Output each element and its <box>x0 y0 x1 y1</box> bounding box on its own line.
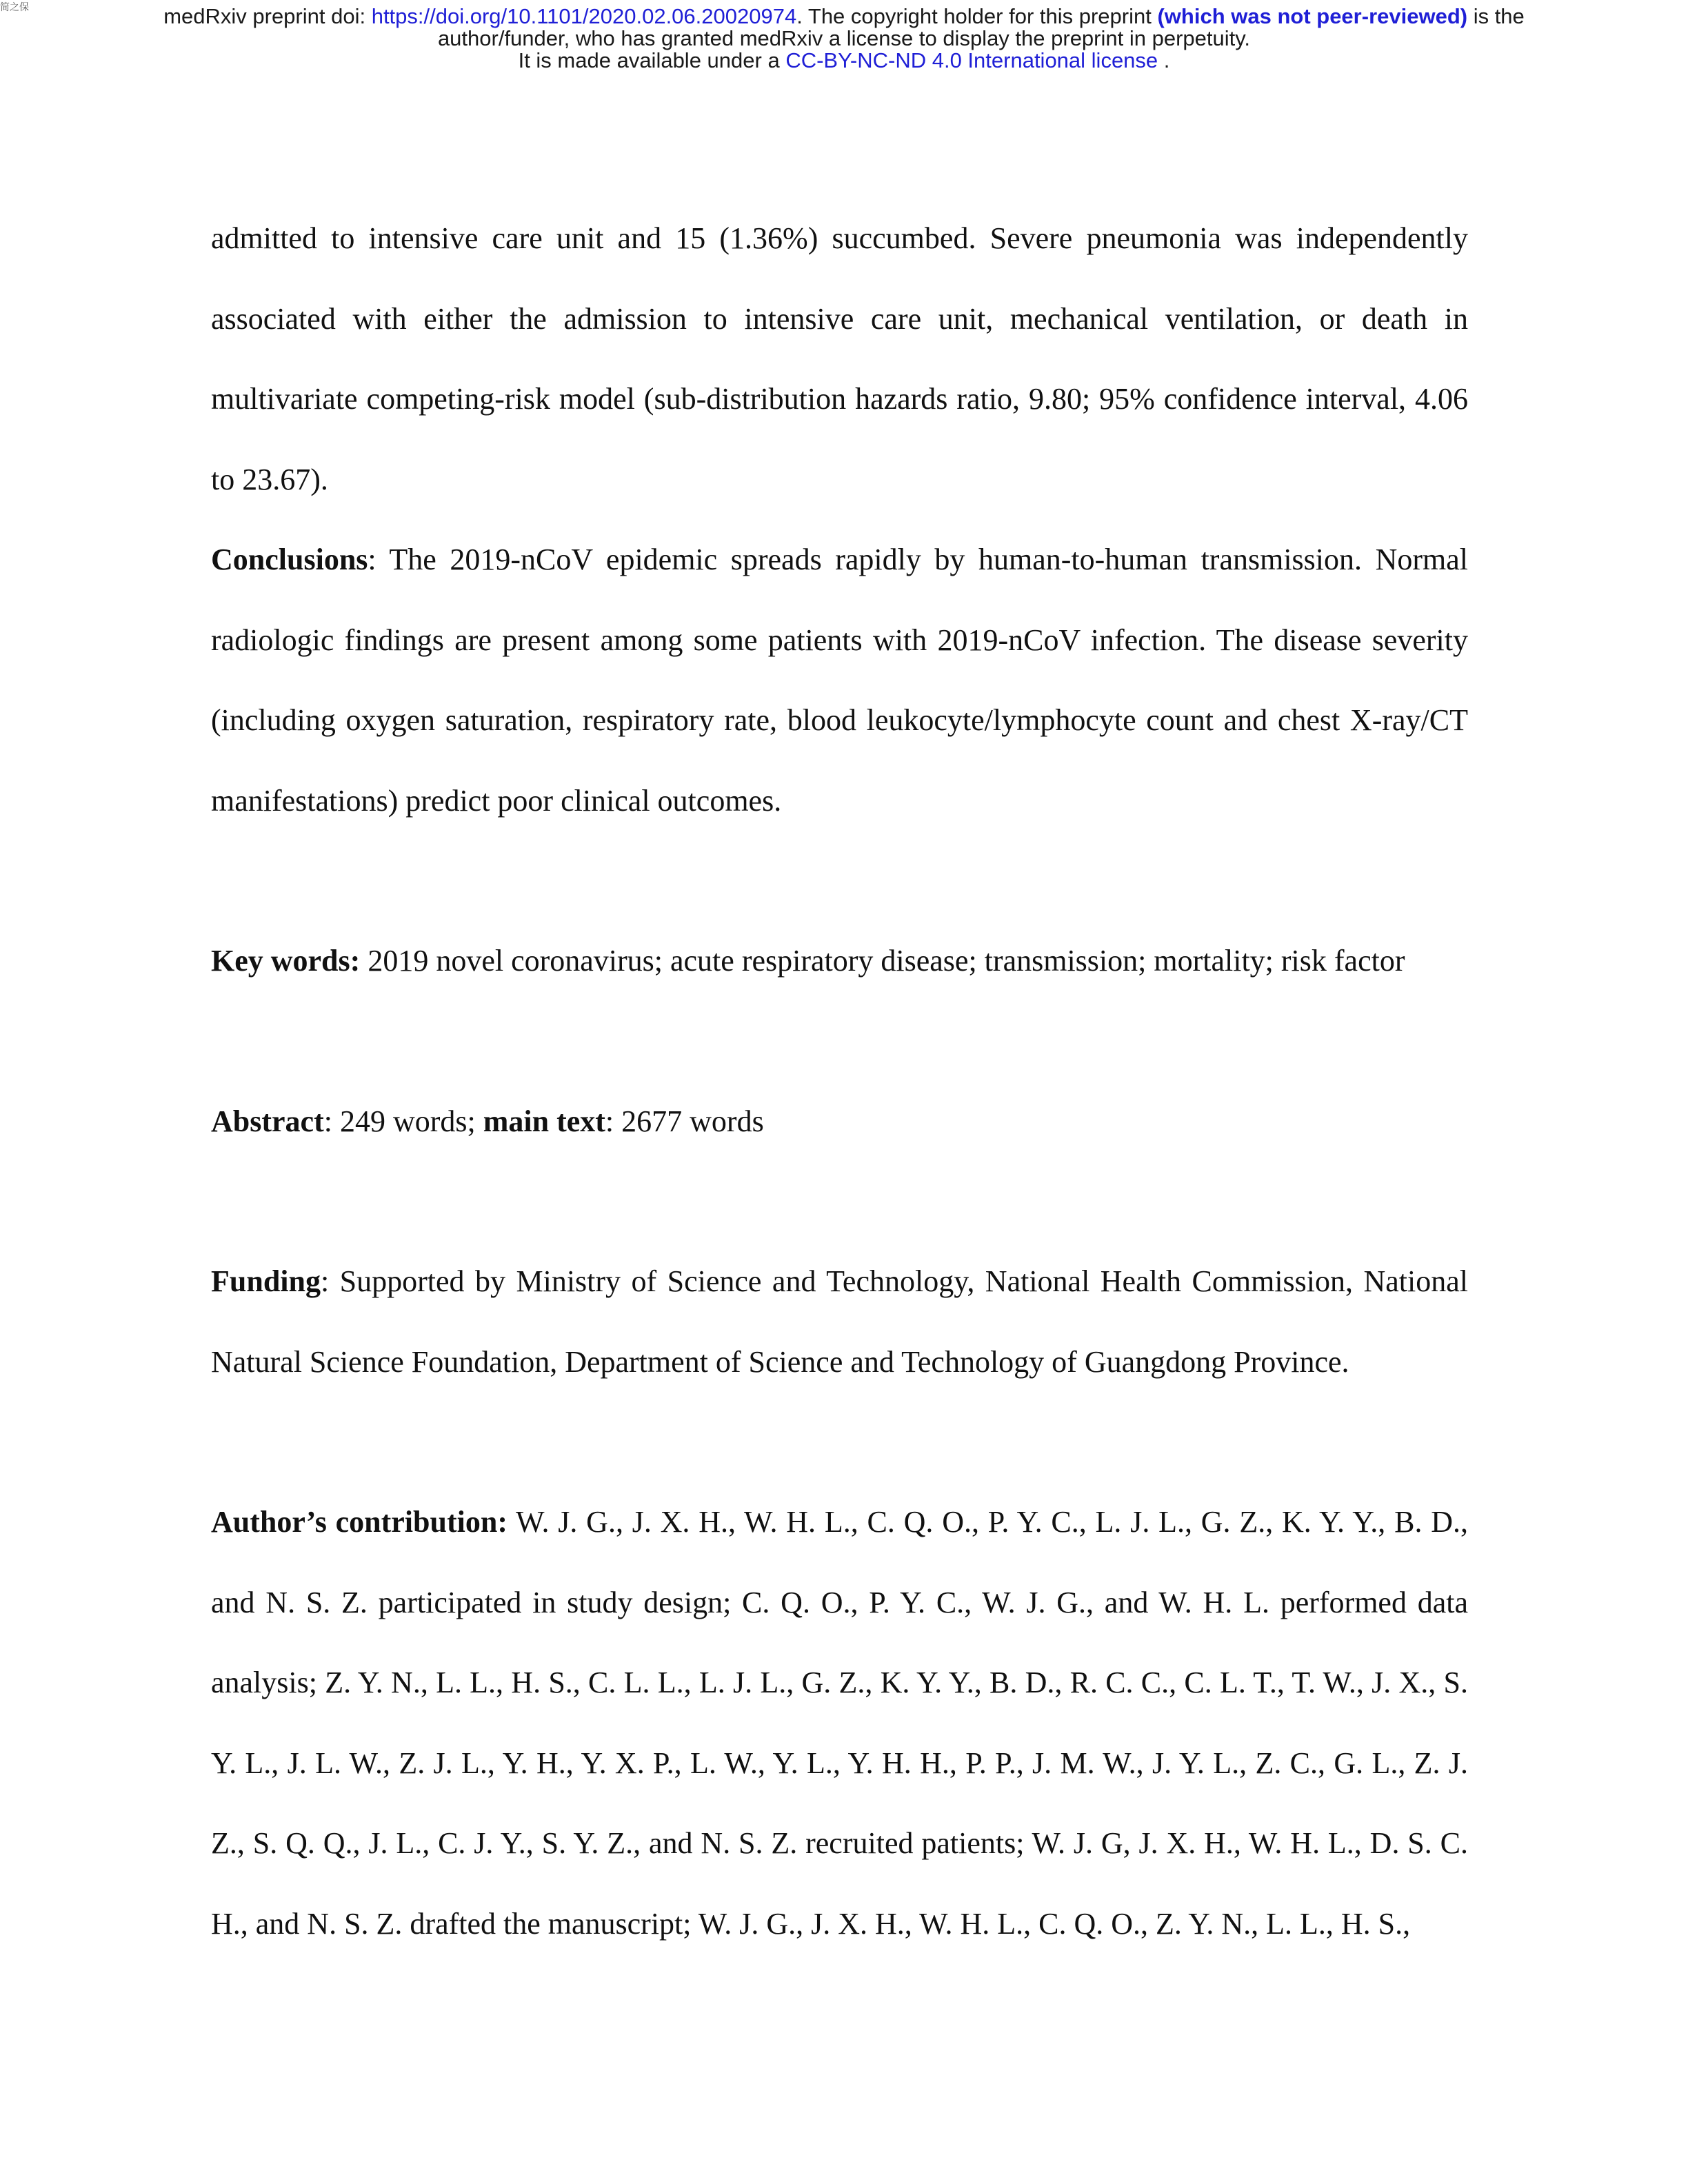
header-suffix: is the <box>1467 4 1525 28</box>
section-spacer <box>211 1002 1468 1082</box>
conclusions-text: : The 2019-nCoV epidemic spreads rapidly by human-to-human transmission. Normal radiologic findings are present among some patients with 2019-nCoV infection. The disease severity (including oxygen saturation, respiratory rate, blood leukocyte/lymphocyte count and chest X-ray/CT manifestations) predict poor clinical outcomes. <box>211 543 1468 818</box>
funding-text: : Supported by Ministry of Science and Technology, National Health Commission, National Natural Science Foundation, Department of Science and Technology of Guangdong Province. <box>211 1264 1468 1379</box>
section-spacer <box>211 1162 1468 1242</box>
conclusions-label: Conclusions <box>211 543 368 576</box>
section-spacer <box>211 841 1468 921</box>
main-text-word-count: : 2677 words <box>605 1104 764 1138</box>
header-line-3 <box>0 50 1688 72</box>
page-body <box>211 199 1468 1964</box>
main-text-label: main text <box>483 1104 605 1138</box>
keywords-paragraph <box>211 921 1468 1002</box>
license-link[interactable]: CC-BY-NC-ND 4.0 International license <box>785 48 1158 72</box>
header-copyright-text: . The copyright holder for this preprint <box>796 4 1158 28</box>
license-suffix: . <box>1158 48 1170 72</box>
results-paragraph: admitted to intensive care unit and 15 (1.36%) succumbed. Severe pneumonia was independently associated with either the admission to intensive care unit, mechanical ventilation, or death in multivariate competing-risk model (sub-distribution hazards ratio, 9.80; 95% confidence interval, 4.06 to 23.67). <box>211 221 1468 496</box>
contribution-label: Author’s contribution: <box>211 1505 508 1539</box>
contribution-text: W. J. G., J. X. H., W. H. L., C. Q. O., P. Y. C., L. J. L., G. Z., K. Y. Y., B. D., and N. S. Z. participated in study design; C. Q. O., P. Y. C., W. J. G., and W. H. L. performed data analysis; Z. Y. N., L. L., H. S., C. L. L., L. J. L., G. Z., K. Y. Y., B. D., R. C. C., C. L. T., T. W., J. X., S. Y. L., J. L. W., Z. J. L., Y. H., Y. X. P., L. W., Y. L., Y. H. H., P. P., J. M. W., J. Y. L., Z. C., G. L., Z. J. Z., S. Q. Q., J. L., C. J. Y., S. Y. Z., and N. S. Z. recruited patients; W. J. G, J. X. H., W. H. L., D. S. C. H., and N. S. Z. drafted the manuscript; W. J. G., J. X. H., W. H. L., C. Q. O., Z. Y. N., L. L., H. S., <box>211 1505 1469 1941</box>
header-line-1 <box>0 6 1688 28</box>
keywords-text: 2019 novel coronavirus; acute respiratory disease; transmission; mortality; risk factor <box>360 944 1405 978</box>
header-line-2: author/funder, who has granted medRxiv a license to display the preprint in perpetuity. <box>437 26 1251 50</box>
section-spacer <box>211 1402 1468 1482</box>
funding-label: Funding <box>211 1264 321 1298</box>
preprint-header <box>0 6 1688 72</box>
doi-link[interactable]: https://doi.org/10.1101/2020.02.06.20020974 <box>371 4 797 28</box>
not-peer-reviewed-note: (which was not peer-reviewed) <box>1157 4 1468 28</box>
corner-mark: 简之保 <box>0 2 29 13</box>
author-contribution-paragraph <box>211 1482 1468 1964</box>
funding-paragraph <box>211 1242 1468 1402</box>
abstract-word-count: : 249 words; <box>323 1104 483 1138</box>
license-prefix: It is made available under a <box>518 48 786 72</box>
keywords-label: Key words: <box>211 944 361 978</box>
word-count-paragraph <box>211 1082 1468 1162</box>
abstract-label: Abstract <box>211 1104 324 1138</box>
header-prefix: medRxiv preprint doi: <box>163 4 372 28</box>
conclusions-paragraph <box>211 520 1468 841</box>
